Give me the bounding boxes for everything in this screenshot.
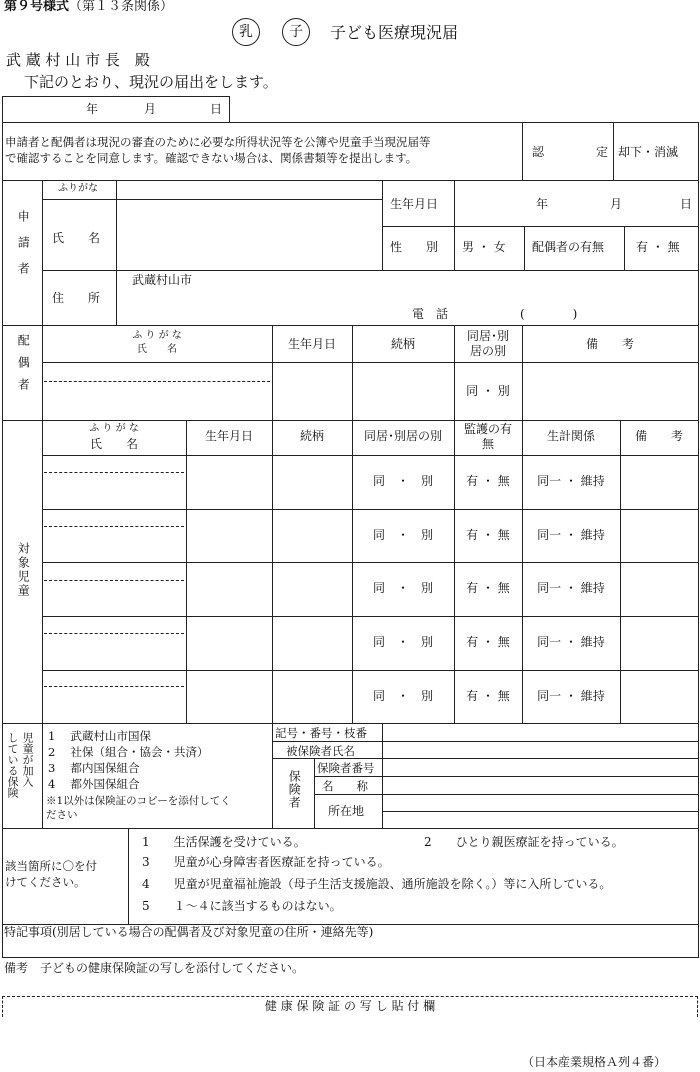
child-furigana-label: ふ り が な (89, 423, 139, 434)
spouse-cohab-label-2: 居の別 (469, 344, 506, 358)
child-custody-value[interactable]: 有 ・ 無 (466, 635, 510, 649)
child-remarks-label: 備 考 (634, 429, 683, 443)
child-custody-value[interactable]: 有 ・ 無 (466, 689, 510, 703)
applicable-item-1[interactable]: 1 生活保護を受けている。 (142, 835, 306, 849)
approval-char-2: 定 (596, 145, 609, 159)
spouse-cohab-value[interactable]: 同 ・ 別 (466, 384, 510, 398)
child-custody-label-1: 監護の有 (463, 422, 512, 436)
child-cohab-value[interactable]: 同 ・ 別 (372, 528, 433, 542)
insurance-option-4[interactable]: 4 都外国保組合 (48, 777, 140, 791)
child-livelihood-label: 生計関係 (546, 429, 595, 443)
child-cohab-value[interactable]: 同 ・ 別 (372, 474, 433, 488)
applicable-item-2[interactable]: 2 ひとり親医療証を持っている。 (424, 835, 624, 849)
applicant-address-label: 住 所 (52, 291, 101, 305)
applicable-item-3[interactable]: 3 児童が心身障害者医療証を持っている。 (142, 855, 390, 869)
page-title: 子ども医療現況届 (330, 23, 459, 42)
child-custody-value[interactable]: 有 ・ 無 (466, 474, 510, 488)
applicant-sex-label: 性 別 (390, 240, 439, 254)
applicant-birth-year[interactable]: 年 (536, 197, 549, 211)
applicable-item-5[interactable]: 5 １～４に該当するものはない。 (142, 899, 342, 913)
child-cohab-value[interactable]: 同 ・ 別 (372, 635, 433, 649)
insurer-name-label: 名 称 (322, 779, 368, 793)
child-livelihood-value[interactable]: 同一 ・ 維持 (537, 635, 605, 649)
insurer-number-label: 保険者番号 (317, 761, 375, 775)
spouse-relation-label: 続柄 (390, 337, 415, 351)
insurance-option-2[interactable]: 2 社保（組合・協会・共済） (48, 745, 209, 759)
child-name-label: 氏 名 (89, 437, 138, 451)
date-year[interactable]: 年 (86, 102, 99, 116)
addressee: 武 蔵 村 山 市 長 殿 (6, 51, 150, 69)
child-cohab-value[interactable]: 同 ・ 別 (372, 689, 433, 703)
insurer-label: 保険者 (287, 770, 302, 809)
applicable-item-4[interactable]: 4 児童が児童福祉施設（母子生活支援施設、通所施設を除く。）等に入所している。 (142, 877, 612, 891)
phone-label: 電 話 (412, 307, 449, 321)
applicant-furigana-label: ふりがな (58, 183, 98, 194)
spouse-cohab-label-1: 同居･別 (466, 329, 509, 343)
child-custody-value[interactable]: 有 ・ 無 (466, 581, 510, 595)
applicant-birth-month[interactable]: 月 (610, 197, 623, 211)
form-reference: （第１３条関係） (69, 0, 174, 14)
insurance-note-2: ださい (46, 809, 78, 821)
reject-label: 却下・消滅 (618, 145, 679, 159)
circle-ko: 子 (282, 18, 310, 46)
insurance-option-1[interactable]: 1 武蔵村山市国保 (48, 729, 151, 743)
applicable-label-2: けてください。 (5, 875, 86, 889)
applicant-birth-label: 生年月日 (390, 197, 439, 211)
insured-name-label: 被保険者氏名 (286, 744, 355, 758)
children-section-label: 対象児童 (16, 542, 31, 598)
consent-line-1: 申請者と配偶者は現況の審査のために必要な所得状況等を公簿や児童手当現況届等 (5, 135, 431, 149)
applicant-city: 武蔵村山市 (132, 273, 193, 287)
child-custody-value[interactable]: 有 ・ 無 (466, 528, 510, 542)
applicable-label-1: 該当箇所に〇を付 (5, 859, 97, 873)
form-number: 第９号様式 (4, 0, 70, 14)
spouse-presence-value[interactable]: 有 ・ 無 (636, 240, 680, 254)
child-cohab-label: 同居･別居の別 (363, 429, 442, 443)
insurance-note-1: ※1以外は保険証のコピーを添付してく (46, 795, 231, 807)
child-livelihood-value[interactable]: 同一 ・ 維持 (537, 689, 605, 703)
circle-nyu: 乳 (232, 18, 260, 46)
spouse-remarks-label: 備 考 (585, 337, 634, 351)
spouse-name-label: 氏 名 (137, 344, 177, 355)
consent-line-2: で確認することを同意します。確認できない場合は、関係書類等を提出します。 (5, 151, 418, 165)
insurance-label-col1: 児童が加入 (21, 732, 35, 787)
intro-text: 下記のとおり、現況の届出をします。 (24, 73, 278, 91)
date-month[interactable]: 月 (144, 102, 157, 116)
applicant-name-label: 氏 名 (52, 231, 101, 245)
child-livelihood-value[interactable]: 同一 ・ 維持 (537, 581, 605, 595)
symbol-number-label: 記号・番号・枝番 (275, 726, 367, 740)
child-relation-label: 続柄 (299, 429, 324, 443)
insurance-option-3[interactable]: 3 都内国保組合 (48, 761, 140, 775)
spouse-section-label: 配偶者 (16, 334, 31, 400)
child-cohab-value[interactable]: 同 ・ 別 (372, 581, 433, 595)
applicant-birth-day[interactable]: 日 (680, 197, 693, 211)
insurance-label-col2: している保険 (6, 732, 20, 798)
paste-area-label: 健 康 保 険 証 の 写 し 貼 付 欄 (264, 999, 436, 1013)
spouse-furigana-label: ふ り が な (132, 330, 182, 341)
footer-note: （日本産業規格Ａ列４番） (522, 1055, 667, 1069)
approval-char-1: 認 (532, 145, 545, 159)
child-livelihood-value[interactable]: 同一 ・ 維持 (537, 474, 605, 488)
spouse-birth-label: 生年月日 (287, 337, 336, 351)
date-day[interactable]: 日 (210, 102, 223, 116)
child-livelihood-value[interactable]: 同一 ・ 維持 (537, 528, 605, 542)
child-custody-label-2: 無 (481, 437, 494, 451)
applicant-section-label: 申請者 (16, 210, 31, 288)
child-birth-label: 生年月日 (204, 429, 253, 443)
phone-area-code[interactable]: ( ) (520, 307, 578, 321)
applicant-sex-value[interactable]: 男 ・ 女 (462, 240, 506, 254)
special-notes-label: 特記事項(別居している場合の配偶者及び対象児童の住所・連絡先等) (4, 925, 374, 939)
remarks-note: 備考 子どもの健康保険証の写しを添付してください。 (4, 961, 305, 975)
spouse-presence-label: 配偶者の有無 (532, 240, 605, 254)
insurer-address-label: 所在地 (328, 804, 365, 818)
